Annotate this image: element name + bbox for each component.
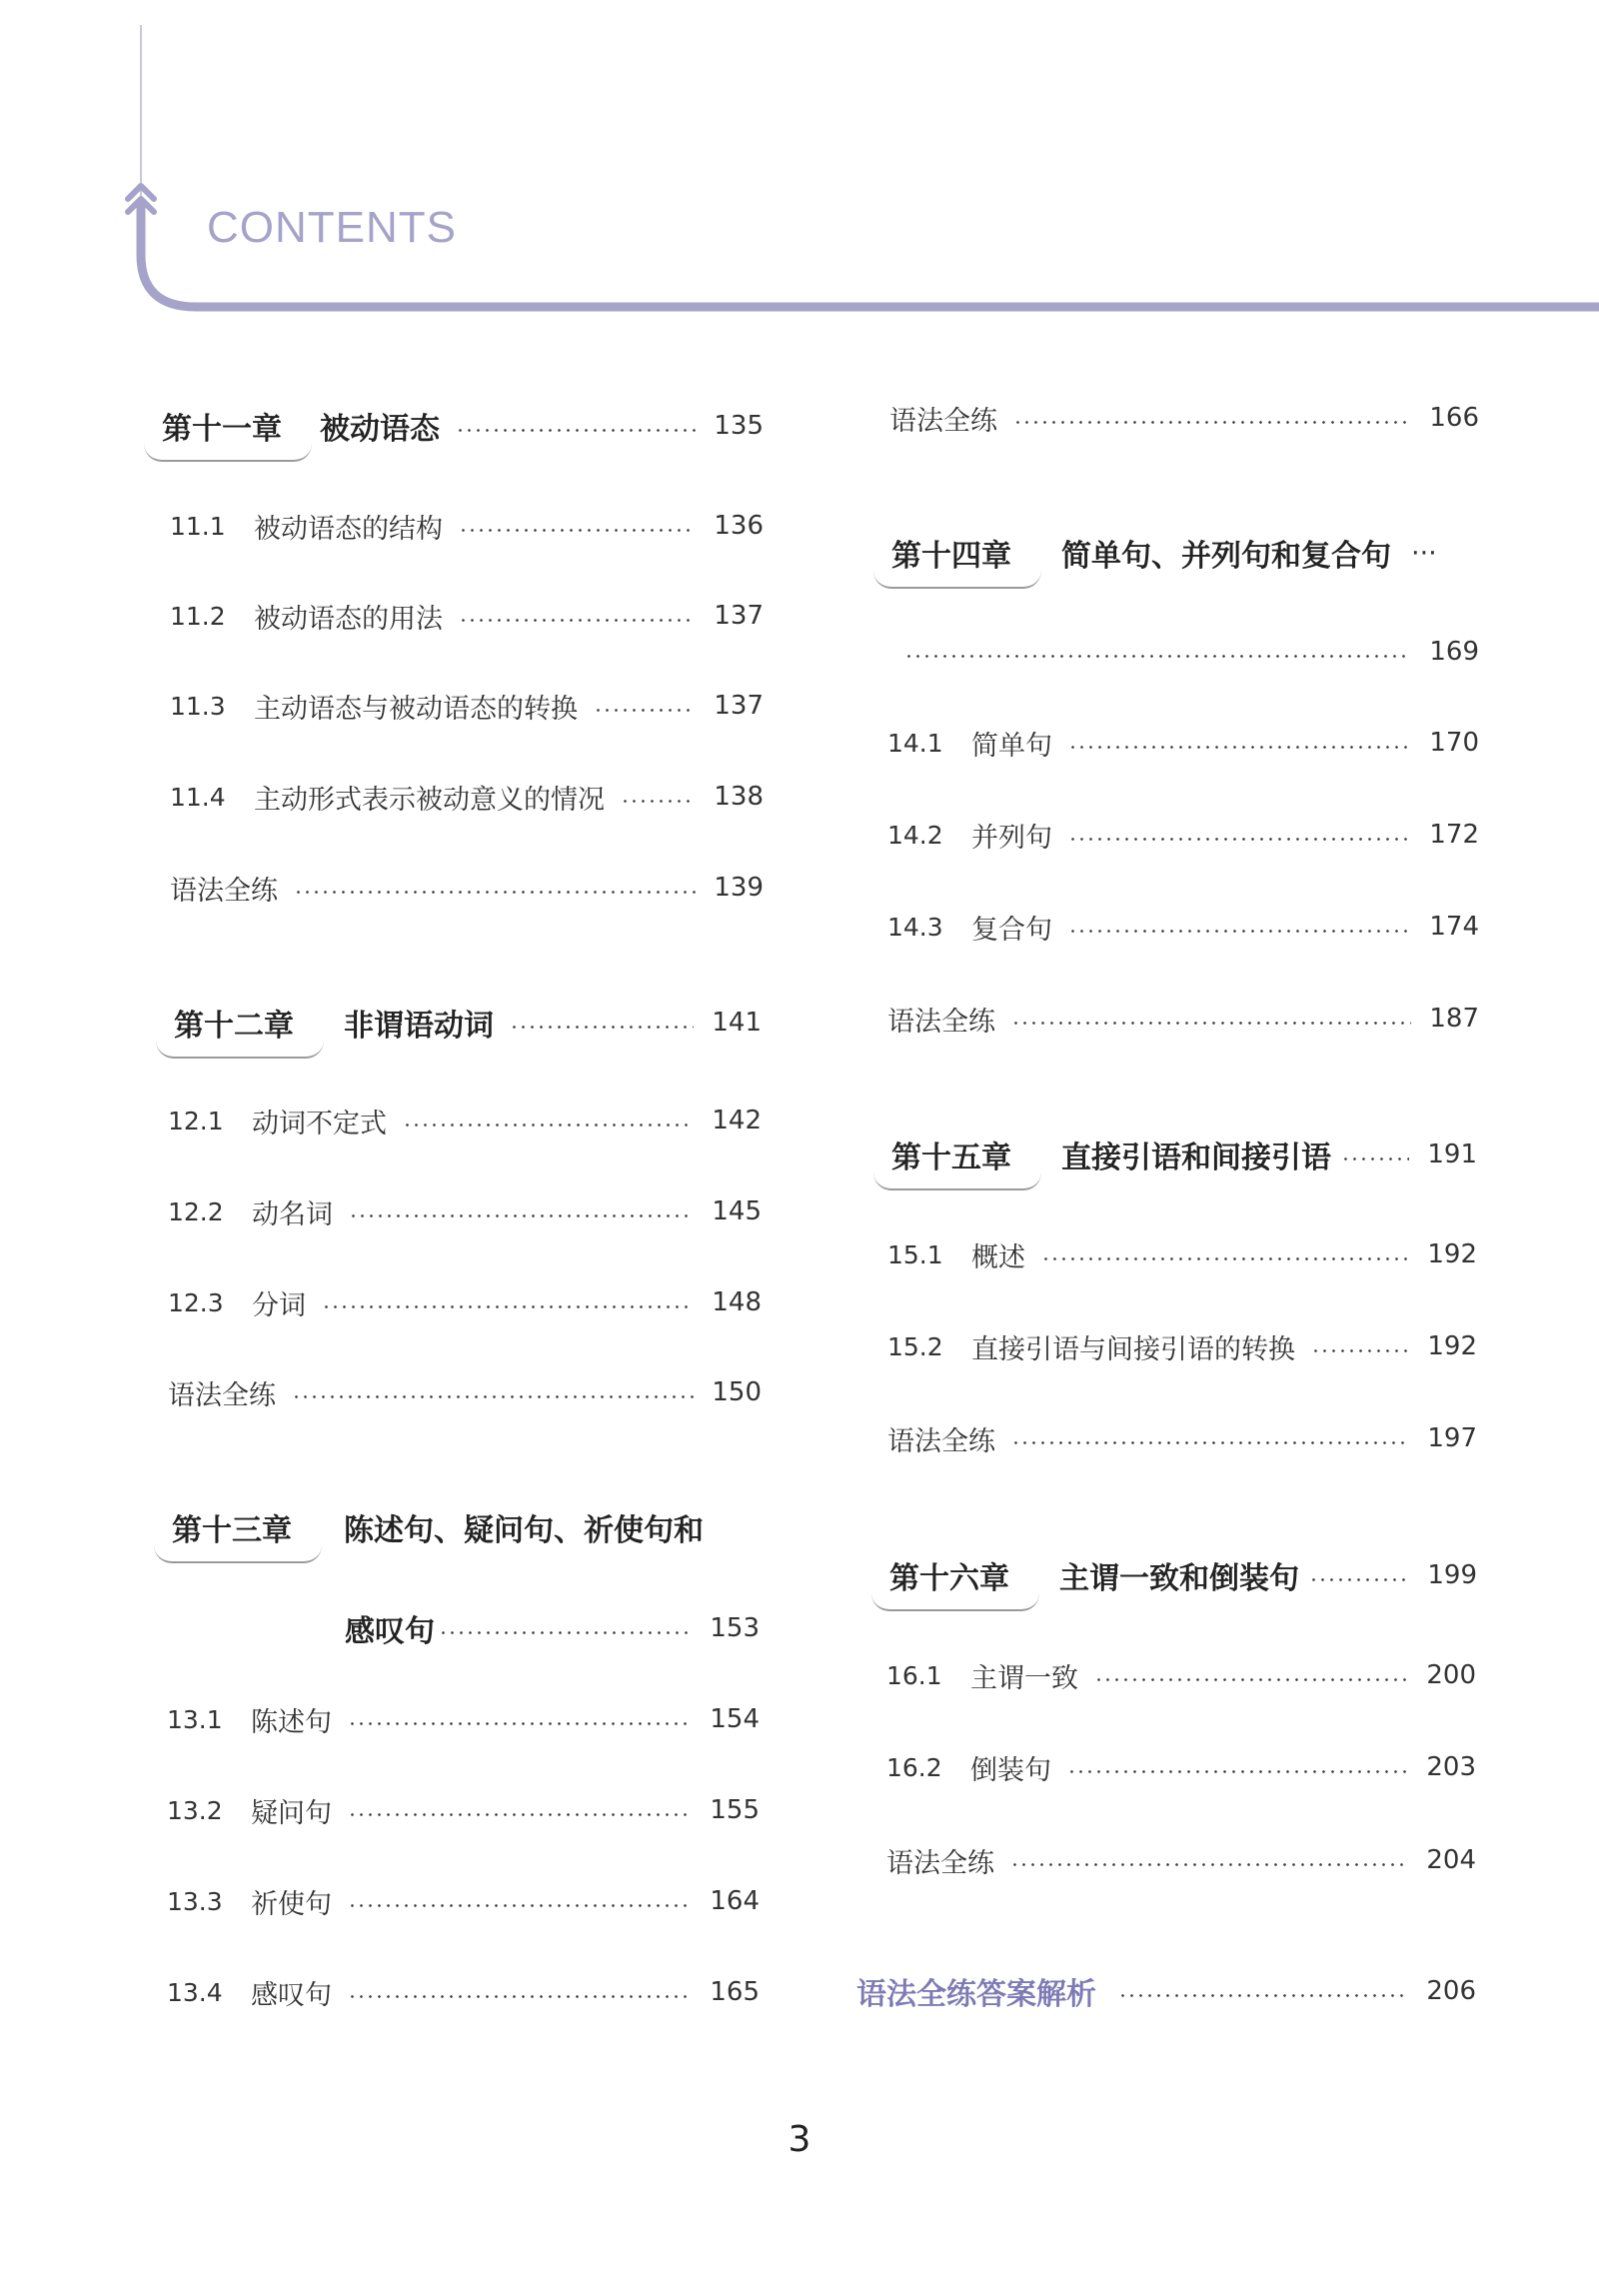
dot-leader — [459, 619, 696, 622]
toc-section-15-2[interactable] — [887, 1320, 1477, 1372]
toc-chapter-13-continued[interactable] — [345, 1602, 760, 1654]
dot-leader — [1067, 1770, 1408, 1773]
section-title: 动名词 — [252, 1198, 333, 1230]
page-number: 204 — [1426, 1845, 1476, 1875]
dot-leader — [510, 1026, 694, 1029]
section-title: 被动语态的用法 — [254, 603, 443, 635]
exercise-title: 语法全练 — [886, 1847, 994, 1879]
page-number: 164 — [710, 1886, 760, 1916]
exercise-title: 语法全练 — [889, 405, 997, 437]
page-number: 192 — [1427, 1331, 1477, 1361]
toc-exercise-16[interactable] — [886, 1834, 1476, 1886]
section-number: 16.1 — [886, 1660, 942, 1690]
section-number: 15.2 — [887, 1331, 943, 1361]
chapter-title: 直接引语和间接引语 — [1061, 1141, 1331, 1175]
section-number: 11.2 — [170, 601, 226, 631]
page-number: 169 — [1429, 637, 1479, 667]
section-title: 简单句 — [971, 730, 1052, 762]
section-number: 14.1 — [887, 728, 943, 758]
page-number: 200 — [1426, 1660, 1476, 1690]
chapter-label: 第十六章 — [889, 1561, 1009, 1596]
dot-leader — [594, 709, 696, 712]
dot-leader — [1068, 746, 1411, 749]
section-number: 13.4 — [167, 1977, 223, 2007]
toc-section-14-2[interactable] — [887, 809, 1479, 861]
section-number: 11.3 — [170, 691, 226, 721]
chapter-label: 第十五章 — [891, 1141, 1011, 1175]
dot-leader — [1010, 1863, 1408, 1866]
page-number: 142 — [712, 1106, 762, 1136]
page-number: 148 — [712, 1287, 762, 1317]
page-number: 170 — [1429, 728, 1479, 758]
section-number: 16.2 — [886, 1752, 942, 1782]
dot-leader — [348, 1904, 692, 1907]
toc-section-11-1[interactable] — [170, 500, 764, 552]
toc-section-13-1[interactable] — [167, 1693, 760, 1745]
section-title: 被动语态的结构 — [254, 513, 443, 545]
dot-leader — [1041, 1257, 1409, 1260]
chapter-title: 被动语态 — [320, 412, 440, 447]
dot-leader — [348, 1813, 692, 1816]
toc-chapter-14[interactable] — [889, 527, 1479, 579]
exercise-title: 语法全练 — [170, 875, 278, 907]
toc-section-15-1[interactable] — [887, 1228, 1477, 1280]
chapter-title: 主谓一致和倒装句 — [1059, 1561, 1299, 1596]
page-number: 192 — [1427, 1239, 1477, 1269]
dot-leader — [1011, 1441, 1409, 1444]
toc-section-14-1[interactable] — [887, 717, 1479, 769]
toc-exercise-11[interactable] — [170, 862, 764, 914]
dot-leader — [348, 1722, 692, 1725]
dot-leader — [1068, 930, 1411, 933]
dot-leader — [322, 1305, 694, 1308]
toc-section-11-3[interactable] — [170, 680, 764, 732]
page-number: 153 — [710, 1613, 760, 1643]
toc-exercise-13[interactable] — [889, 392, 1479, 444]
section-number: 12.2 — [168, 1196, 224, 1226]
section-number: 11.4 — [170, 782, 226, 812]
toc-chapter-11[interactable] — [160, 400, 764, 452]
toc-section-13-2[interactable] — [167, 1784, 760, 1836]
exercise-title: 语法全练 — [887, 1006, 995, 1038]
page-number: 155 — [710, 1795, 760, 1825]
title-ellipsis: ··· — [1411, 537, 1437, 569]
toc-section-16-2[interactable] — [886, 1741, 1476, 1793]
section-title: 祈使句 — [251, 1888, 332, 1920]
section-number: 13.2 — [167, 1795, 223, 1825]
dot-leader — [1068, 838, 1411, 841]
page-number: 138 — [714, 782, 764, 812]
section-title: 主动语态与被动语态的转换 — [254, 693, 578, 725]
page-number: 174 — [1429, 912, 1479, 942]
page-number: 203 — [1426, 1752, 1476, 1782]
toc-chapter-15[interactable] — [889, 1129, 1477, 1180]
dot-leader — [1118, 1994, 1408, 1997]
section-title: 复合句 — [971, 914, 1052, 946]
dot-leader — [1341, 1157, 1409, 1160]
dot-leader — [621, 800, 696, 803]
section-number: 12.1 — [168, 1106, 224, 1136]
toc-section-12-1[interactable] — [168, 1095, 762, 1147]
dot-leader — [349, 1214, 694, 1217]
chapter-title: 简单句、并列句和复合句 — [1061, 539, 1391, 574]
chapter-label: 第十二章 — [174, 1009, 294, 1044]
section-title: 倒装句 — [970, 1754, 1051, 1786]
toc-chapter-12[interactable] — [172, 997, 762, 1049]
exercise-title: 语法全练 — [168, 1379, 276, 1411]
toc-section-13-3[interactable] — [167, 1875, 760, 1927]
dot-leader — [348, 1995, 692, 1998]
section-title: 疑问句 — [251, 1797, 332, 1829]
page-number: 154 — [710, 1704, 760, 1734]
section-title: 直接引语与间接引语的转换 — [971, 1333, 1295, 1365]
section-title: 感叹句 — [251, 1979, 332, 2011]
page-number: 197 — [1427, 1423, 1477, 1453]
section-title: 动词不定式 — [252, 1108, 387, 1140]
chapter-label: 第十一章 — [162, 412, 282, 447]
dot-leader — [1311, 1349, 1409, 1352]
section-number: 13.1 — [167, 1704, 223, 1734]
dot-leader — [459, 529, 696, 532]
section-title: 并列句 — [971, 822, 1052, 854]
toc-section-16-1[interactable] — [886, 1649, 1476, 1701]
page-number: 139 — [714, 873, 764, 903]
chapter-title: 非谓语动词 — [344, 1009, 494, 1044]
toc-chapter-14-leader[interactable] — [904, 626, 1479, 678]
toc-section-11-2[interactable] — [170, 590, 764, 642]
dot-leader — [439, 1631, 692, 1634]
footer-page-number: 3 — [788, 2119, 811, 2160]
toc-section-12-2[interactable] — [168, 1185, 762, 1237]
section-number: 14.3 — [887, 912, 943, 942]
page-number: 136 — [714, 511, 764, 541]
answers-title: 语法全练答案解析 — [856, 1977, 1096, 2012]
toc-chapter-16[interactable] — [887, 1549, 1477, 1601]
dot-leader — [1094, 1678, 1408, 1681]
section-number: 13.3 — [167, 1886, 223, 1916]
toc-section-14-3[interactable] — [887, 901, 1479, 953]
chapter-title-continued: 感叹句 — [345, 1614, 435, 1649]
chapter-label: 第十四章 — [891, 539, 1011, 574]
toc-chapter-13[interactable] — [170, 1501, 770, 1553]
section-title: 主谓一致 — [970, 1662, 1078, 1694]
section-title: 主动形式表示被动意义的情况 — [254, 784, 605, 816]
section-number: 14.2 — [887, 820, 943, 850]
toc-exercise-15[interactable] — [887, 1412, 1477, 1464]
chapter-label: 第十三章 — [172, 1513, 292, 1548]
section-number: 11.1 — [170, 511, 226, 541]
toc-section-11-4[interactable] — [170, 771, 764, 823]
page-number: 145 — [712, 1196, 762, 1226]
page-number: 206 — [1426, 1976, 1476, 2006]
page-number: 141 — [712, 1008, 762, 1038]
header-decoration — [0, 0, 1599, 330]
toc-exercise-12[interactable] — [168, 1366, 762, 1418]
page-number: 199 — [1427, 1560, 1477, 1590]
dot-leader — [456, 429, 696, 432]
dot-leader — [294, 891, 696, 894]
section-title: 分词 — [252, 1289, 306, 1321]
dot-leader — [1013, 421, 1411, 424]
page-number: 166 — [1429, 403, 1479, 433]
dot-leader — [403, 1124, 694, 1127]
toc-exercise-14[interactable] — [887, 993, 1479, 1045]
toc-answers[interactable] — [856, 1965, 1476, 2017]
toc-section-13-4[interactable] — [167, 1966, 760, 2018]
section-title: 陈述句 — [251, 1706, 332, 1738]
contents-heading: CONTENTS — [207, 203, 457, 252]
toc-section-12-3[interactable] — [168, 1276, 762, 1328]
section-title: 概述 — [971, 1241, 1025, 1273]
dot-leader — [1309, 1578, 1409, 1581]
page-number: 135 — [714, 411, 764, 441]
section-number: 15.1 — [887, 1239, 943, 1269]
dot-leader — [904, 655, 1411, 658]
chapter-title: 陈述句、疑问句、祈使句和 — [344, 1513, 704, 1548]
page-number: 187 — [1429, 1004, 1479, 1034]
exercise-title: 语法全练 — [887, 1425, 995, 1457]
page-number: 165 — [710, 1977, 760, 2007]
page-number: 191 — [1427, 1140, 1477, 1169]
page-number: 172 — [1429, 820, 1479, 850]
page-number: 150 — [712, 1377, 762, 1407]
dot-leader — [292, 1395, 694, 1398]
page-number: 137 — [714, 691, 764, 721]
section-number: 12.3 — [168, 1287, 224, 1317]
dot-leader — [1011, 1022, 1411, 1025]
page-number: 137 — [714, 601, 764, 631]
